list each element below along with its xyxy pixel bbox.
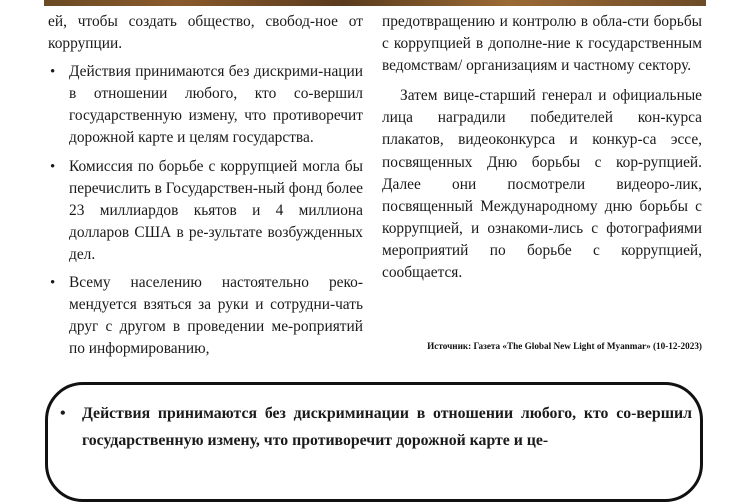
- list-item: [48, 272, 363, 360]
- list-item: [48, 156, 363, 266]
- left-intro-paragraph: ей, чтобы создать общество, свобод-ное от коррупции.: [48, 13, 363, 53]
- right-continuation-paragraph: предотвращению и контролю в обла-сти борьбы с коррупцией в дополне-ние к государственным ведомствам/ организациям и частному сектору.: [382, 13, 702, 75]
- bullet-text: • Комиссия по борьбе с коррупцией могла бы перечислить в Государствен-ный фонд более 23 миллиардов кьятов и 4 миллиона долларов США в ре-зультате возбужденных дел.: [69, 157, 363, 263]
- callout-text: • Действия принимаются без дискриминации в отношении любого, кто со-вершил государственную измену, что противоречит дорожной карте и це-: [60, 400, 692, 454]
- right-column: [382, 11, 702, 284]
- bullet-text: • Действия принимаются без дискрими-нации в отношении любого, кто со-вершил государственную измену, что противоречит дорожной карте и целям государства.: [69, 63, 363, 147]
- right-main-paragraph: Затем вице-старший генерал и официальные лица наградили победителей кон-курса плакатов, видеоконкурса и конкур-са эссе, посвященных Дню борьбы с кор-рупцией. Далее они посмотрели видеоро-лик, посвященный Международному дню борьбы с коррупцией, и ознакоми-лись с фотографиями мероприятий по борьбе с коррупцией, сообщается.: [382, 87, 702, 282]
- source-citation: Источник: Газета «The Global New Light of Myanmar» (10-12-2023): [427, 341, 702, 351]
- left-column: [48, 11, 363, 366]
- list-item: [48, 61, 363, 149]
- bullet-text: • Всему населению настоятельно реко-мендуется взяться за руки и сотрудни-чать друг с другом в проведении ме-роприятий по информированию,: [69, 274, 363, 358]
- top-photo-strip: [44, 0, 706, 6]
